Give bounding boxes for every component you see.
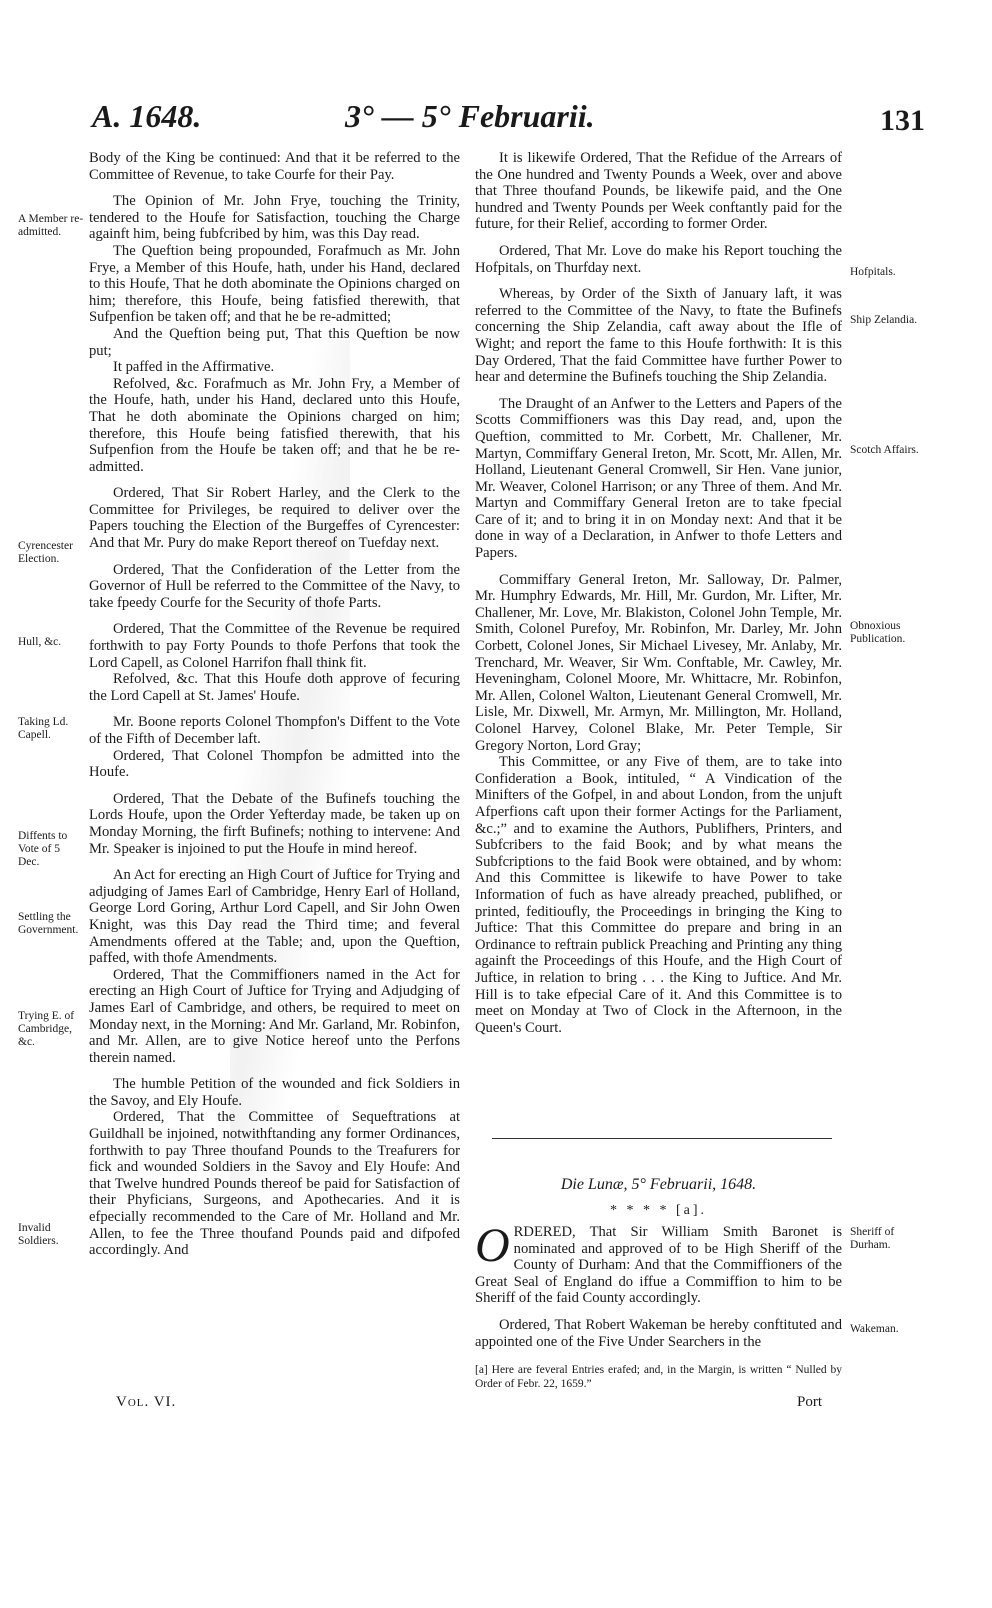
paragraph: Ordered, That the Committee of Sequeftrations at Guildhall be injoined, notwithftanding any former Ordinances, forthwith to pay Three thoufand Pounds to the Treafurers for fick and wounded Soldiers in the Savoy and Ely Houfe: And that Twelve hundred Pounds thereof be paid for Satisfaction of their Phyficians, Surgeons, and Apothecaries. And it is efpecially recommended to the Care of Mr. Holland and Mr. Allen, to fee the Three thoufand Pounds paid and difpofed accordingly. And (89, 1109, 460, 1259)
header-date: 3° — 5° Februarii. (345, 98, 595, 134)
margin-note: Invalid Soldiers. (18, 1222, 59, 1247)
paragraph: The Draught of an Anfwer to the Letters and Papers of the Scotts Commiffioners was this Day read, and, upon the Queftion, committed to Mr. Corbett, Mr. Challener, Mr. Martyn, Commiffary General Ireton, Mr. Scott, Mr. Allen, Mr. Holland, Lieutenant General Cromwell, Sir Hen. Vane junior, Mr. Weaver, Colonel Harrison; or any Three of them. And Mr. Martyn and Commiffary General Ireton are to take fpecial Care of it; and to bring it in on Monday next: And that it be done in way of a Declaration, in Anfwer to thofe Letters and Papers. (475, 395, 842, 562)
paragraph: Ordered, That Robert Wakeman be hereby conftituted and appointed one of the Five Under Searchers in the (475, 1316, 842, 1350)
paragraph: The Queftion being propounded, Forafmuch as Mr. John Frye, a Member of this Houfe, hath, under his Hand, declared to this Houfe, That he doth abominate the Opinions charged on him; therefore, this Houfe, being fatisfied therewith, that Sufpenfion be taken off; and that he be re-admitted; (89, 242, 460, 326)
sheriff-order: RDERED, That Sir William Smith Baronet is nominated and approved of to be High Sheriff of the County of Durham: And that the Commiffioners of the Great Seal of England do iffue a Commiffion to him to be Sheriff of the faid County accordingly. (475, 1224, 842, 1307)
committee-list: Commiffary General Ireton, Mr. Salloway, Dr. Palmer, Mr. Humphry Edwards, Mr. Hill, Mr. Gurdon, Mr. Lifter, Mr. Challener, Mr. Love, Mr. Blakiston, Colonel John Temple, Mr. Smith, Colonel Purefoy, Mr. Robinfon, Mr. Darley, Mr. John Corbett, Colonel Jones, Sir Michael Livesey, Mr. Anlaby, Mr. Trenchard, Mr. Weaver, Sir Wm. Conftable, Mr. Cawley, Mr. Heveningham, Colonel Moore, Mr. Whittacre, Mr. Robinfon, Mr. Allen, Colonel Walton, Lieutenant General Cromwell, Mr. Lisle, Mr. Dixwell, Mr. Armyn, Mr. Millington, Mr. Holland, Colonel Harvey, Colonel Blake, Mr. Peter Temple, Sir Gregory Norton, Lord Gray; (475, 571, 842, 754)
page-number: 131 (880, 104, 925, 137)
header-year: A. 1648. (92, 98, 202, 134)
margin-note: Scotch Affairs. (850, 444, 919, 456)
margin-note: Obnoxious Publication. (850, 620, 906, 645)
margin-note: Hull, &c. (18, 636, 62, 648)
paragraph: It is likewife Ordered, That the Refidue of the Arrears of the One hundred and Twenty Pounds a Week, over and above that Three thoufand Pounds, be likewife paid, and the One hundred and Twenty Pounds per Week conftantly paid for the future, for their Relief, according to former Order. (475, 150, 842, 233)
volume-signature: Vol. VI. (116, 1394, 177, 1410)
erased-entries-marker: * * * * [a]. (609, 1203, 708, 1218)
paragraph: Ordered, That the Debate of the Bufinefs touching the Lords Houfe, upon the Order Yefterday made, be taken up on Monday Morning, the firft Bufinefs; nothing to intervene: And Mr. Speaker is injoined to put the Houfe in mind hereof. (89, 790, 460, 857)
paragraph: Body of the King be continued: And that it be referred to the Committee of Revenue, to take Courfe for their Pay. (89, 150, 460, 183)
paragraph: Ordered, That Sir Robert Harley, and the Clerk to the Committee for Privileges, be required to deliver over the Papers touching the Election of the Burgeffes of Cyrencester: And that Mr. Pury do make Report thereof on Tuefday next. (89, 485, 460, 552)
catchword: Port (797, 1394, 823, 1410)
paragraph: The Opinion of Mr. John Frye, touching the Trinity, tendered to the Houfe for Satisfaction, touching the Charge againft him, being fubfcribed by him, was this Day read. (89, 193, 460, 243)
paragraph: Whereas, by Order of the Sixth of January laft, it was referred to the Committee of the Navy, to ftate the Bufinefs concerning the Ship Zelandia, caft away about the Ifle of Wight; and report the fame to this Houfe forthwith: It is this Day Ordered, That the faid Committee have further Power to hear and determine the Bufinefs touching the Ship Zelandia. (475, 286, 842, 386)
margin-note: Ship Zelandia. (850, 314, 918, 326)
margin-note: Taking Ld. Capell. (18, 716, 69, 741)
margin-note: Diffents to Vote of 5 Dec. (18, 830, 68, 868)
margin-note: Sheriff of Durham. (850, 1226, 895, 1251)
paragraph: Ordered, That the Committee of the Revenue be required forthwith to pay Forty Pounds to thofe Perfons that took the Lord Capell, as Colonel Harrifon fhall think fit. (89, 621, 460, 671)
margin-note: A Member re-admitted. (18, 213, 84, 238)
footnote: [a] Here are feveral Entries erafed; and, in the Margin, is written “ Nulled by Order of Febr. 22, 1659.” (475, 1364, 842, 1390)
section-divider (492, 1138, 832, 1139)
margin-note: Hofpitals. (850, 266, 896, 278)
paragraph: Ordered, That the Commiffioners named in the Act for erecting an High Court of Juftice for Trying and Adjudging of James Earl of Cambridge, and others, be required to meet on Monday next, in the Morning: And Mr. Garland, Mr. Robinfon, and Mr. Allen, are to give Notice hereof unto the Perfons therein named. (89, 966, 460, 1066)
paragraph: The humble Petition of the wounded and fick Soldiers in the Savoy, and Ely Houfe. (89, 1076, 460, 1109)
paragraph: Refolved, &c. That this Houfe doth approve of fecuring the Lord Capell at St. James' Houfe. (89, 671, 460, 704)
paragraph: And the Queftion being put, That this Queftion be now put; (89, 325, 460, 359)
margin-note: Wakeman. (850, 1323, 899, 1335)
paragraph: Ordered, That Colonel Thompfon be admitted into the Houfe. (89, 747, 460, 781)
paragraph: Refolved, &c. Forafmuch as Mr. John Fry, a Member of the Houfe, hath, under his Hand, declared unto this Houfe, That he doth abominate the Opinions charged on him; therefore, this Houfe being fatisfied therewith, that his Sufpenfion from the Houfe be taken off; and that he be re-admitted. (89, 375, 460, 475)
monday-entries (475, 1219, 842, 1391)
paragraph: It paffed in the Affirmative. (113, 359, 275, 376)
margin-note: Trying E. of Cambridge, &c. (18, 1010, 75, 1048)
paragraph: This Committee, or any Five of them, are to take into Confideration a Book, intituled, “ A Vindication of the Minifters of the Gofpel, in and about London, from the unjuft Afperfions caft upon their former Actings for the Parliament, &c.;” and to examine the Authors, Publifhers, Printers, and Subfcribers to the faid Book; and by what means the Subfcriptions to the faid Book were obtained, and by whom: And this Committee is likewife to have Power to take Information of fuch as have already preached, publifhed, or printed, feditioufly, the Proceedings in bringing the King to Juftice: That this Committee do prepare and bring in an Ordinance to reftrain publick Preaching and Printing any thing againft the Proceedings of this Houfe, and the High Court of Juftice, in relation to bring . . . the King to Juftice. And Mr. Hill is to take efpecial Care of it. And this Committee is to meet on Monday at Two of Clock in the Afternoon, in the Queen's Court. (475, 754, 842, 1036)
margin-note: Settling the Government. (18, 911, 79, 936)
paragraph (475, 1219, 842, 1307)
paragraph: Ordered, That the Confideration of the Letter from the Governor of Hull be referred to the Committee of the Navy, to take fpeedy Courfe for the Security of thofe Parts. (89, 561, 460, 611)
paragraph: Mr. Boone reports Colonel Thompfon's Diffent to the Vote of the Fifth of December laft. (89, 714, 460, 747)
right-column (475, 150, 842, 1036)
left-column (89, 150, 460, 1259)
day-heading: Die Lunæ, 5° Februarii, 1648. (560, 1176, 757, 1193)
paragraph: An Act for erecting an High Court of Juftice for Trying and adjudging of James Earl of Cambridge, Henry Earl of Holland, George Lord Goring, Arthur Lord Capell, and Sir John Owen Knight, was this Day read the Third time; and feveral Amendments offered at the Table; and, upon the Queftion, paffed, with thofe Amendments. (89, 867, 460, 967)
margin-note: Cyrencester Election. (18, 540, 73, 565)
drop-cap: O (475, 1219, 510, 1272)
paragraph: Ordered, That Mr. Love do make his Report touching the Hofpitals, on Thurfday next. (475, 242, 842, 276)
